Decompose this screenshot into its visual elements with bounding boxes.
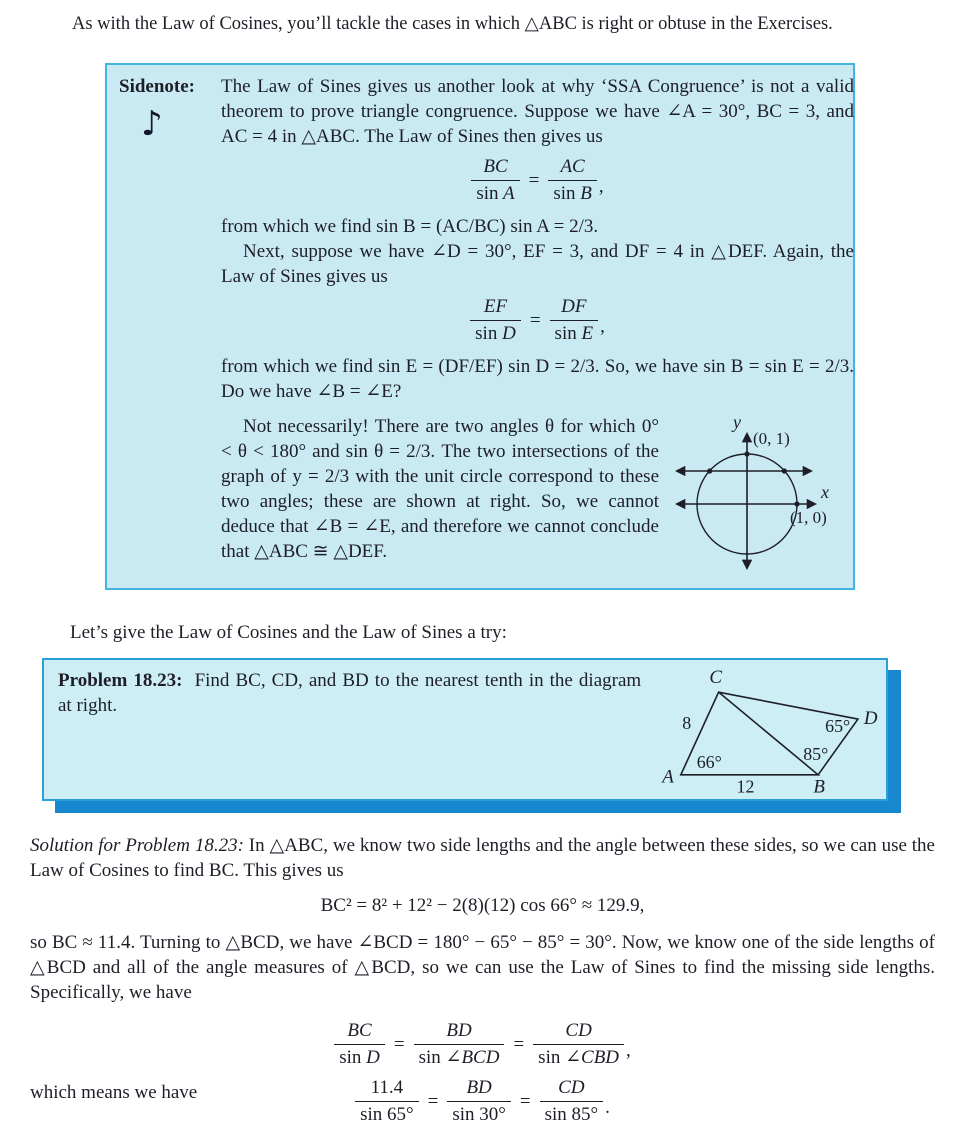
solution-paragraph-1 <box>30 833 935 883</box>
problem-statement <box>58 668 641 718</box>
sidenote-paragraph-4: from which we find sin E = (DF/EF) sin D = 2/3. So, we have sin B = sin E = 2/3. Do we have ∠B = ∠E? <box>221 356 854 402</box>
equals-sign: = <box>393 1034 405 1055</box>
equation-punctuation: . <box>605 1097 610 1118</box>
fraction-ac-sinb: $\frac{AC}{\text{sin B}}$ <box>548 157 597 204</box>
sidenote-paragraph-5: Not necessarily! There are two angles θ for which 0° < θ < 180° and sin θ = 2/3. The two intersections of the graph of y = 2/3 with the unit circle correspond to these two angles; these are shown at right. So, we cannot deduce that ∠B = ∠E, and therefore we cannot conclude that △ABC ≅ △DEF. <box>221 416 659 562</box>
problem-text-area <box>44 660 641 799</box>
sidenote-paragraph-2: from which we find sin B = (AC/BC) sin A = 2/3. <box>221 216 599 237</box>
side-ac-length-label: 8 <box>682 713 692 734</box>
sidenote-paragraph-1: The Law of Sines gives us another look at why ‘SSA Congruence’ is not a valid theorem to prove triangle congruence. Suppose we have ∠A = 30°, BC = 3, and AC = 4 in △ABC. The Law of Sines then gives us <box>221 76 854 147</box>
solution-lead: Solution for Problem 18.23: <box>30 835 244 856</box>
final-row <box>30 1078 935 1134</box>
solution-paragraph-1-text: In △ABC, we know two side lengths and the angle between these sides, so we can use the Law of Cosines to find BC. This gives us <box>30 835 935 881</box>
fraction-bd-sin30: $\frac{BD}{\sin 30^\circ}$ <box>447 1078 511 1125</box>
problem-label: Problem 18.23: <box>58 670 183 691</box>
equals-sign: = <box>528 170 540 191</box>
angle-d-label: 65° <box>825 715 851 736</box>
x-axis-label: x <box>821 482 829 502</box>
sidenote-label: Sidenote: <box>119 76 195 97</box>
equation-law-of-sines-abc <box>221 157 854 204</box>
point-1-0-dot <box>794 501 799 506</box>
problem-text: Find BC, CD, and BD to the nearest tenth in the diagram at right. <box>58 670 642 716</box>
angle-dbc-label: 85° <box>803 743 829 764</box>
y-axis-label: y <box>733 412 741 432</box>
sidenote-text-and-diagram-row <box>221 414 854 578</box>
fraction-bd-sinbcd: $\frac{BD}{\text{sin ∠BCD}}$ <box>414 1021 505 1068</box>
solution-paragraph-2: so BC ≈ 11.4. Turning to △BCD, we have ∠BCD = 180° − 65° − 85° = 30°. Now, we know one of the side lengths of △BCD and all of the angle measures of △BCD, so we can use the Law of Sines to find the missing side lengths. Specifically, we have <box>30 932 935 1003</box>
sidenote-paragraph-3: Next, suppose we have ∠D = 30°, EF = 3, and DF = 4 in △DEF. Again, the Law of Sines gives us <box>221 241 854 287</box>
equation-law-of-sines-bcd <box>30 1021 935 1068</box>
right-intersection-dot <box>782 468 787 473</box>
equals-sign: = <box>513 1034 525 1055</box>
vertex-d-label: D <box>864 708 878 730</box>
equals-sign: = <box>427 1091 439 1112</box>
side-ab-length-label: 12 <box>736 776 755 797</box>
equation-law-of-sines-def <box>221 297 854 344</box>
solution-paragraph-3: which means we have <box>30 1082 198 1103</box>
fraction-bc-sina: $\frac{BC}{\text{sin A}}$ <box>471 157 519 204</box>
problem-box <box>42 658 888 801</box>
sidenote-content <box>221 74 854 578</box>
point-1-0-label: (1, 0) <box>790 508 827 527</box>
left-intersection-dot <box>707 468 712 473</box>
quadrilateral-abcd-diagram <box>641 665 884 798</box>
equation-law-of-cosines: BC² = 8² + 12² − 2(8)(12) cos 66° ≈ 129.9, <box>320 895 645 916</box>
equation-punctuation: , <box>626 1040 631 1061</box>
equation-punctuation: , <box>598 176 604 197</box>
fraction-ef-sind: $\frac{EF}{\text{sin D}}$ <box>470 297 521 344</box>
vertex-c-label: C <box>709 667 723 689</box>
intro-paragraph: As with the Law of Cosines, you’ll tackle the cases in which △ABC is right or obtuse in the Exercises. <box>72 14 833 34</box>
point-0-1-label: (0, 1) <box>753 429 790 448</box>
sidenote-label-column <box>119 74 221 578</box>
point-0-1-dot <box>744 451 749 456</box>
equals-sign: = <box>519 1091 531 1112</box>
angle-a-label: 66° <box>696 751 722 772</box>
equation-punctuation: , <box>600 316 605 337</box>
fraction-cd-sincbd: $\frac{CD}{\text{sin ∠CBD}}$ <box>533 1021 624 1068</box>
transition-paragraph: Let’s give the Law of Cosines and the Law of Sines a try: <box>70 622 507 643</box>
unit-circle-diagram <box>659 410 854 578</box>
fraction-114-sin65: $\frac{11.4}{\sin 65^\circ}$ <box>355 1078 419 1125</box>
fraction-bc-sind: $\frac{BC}{\text{sin D}}$ <box>334 1021 385 1068</box>
equals-sign: = <box>529 310 541 331</box>
sidenote-box <box>105 63 855 590</box>
vertex-a-label: A <box>662 766 675 788</box>
fraction-cd-sin85: $\frac{CD}{\sin 85^\circ}$ <box>540 1078 604 1125</box>
vertex-b-label: B <box>813 776 826 798</box>
fraction-df-sine: $\frac{DF}{\text{sin E}}$ <box>550 297 599 344</box>
eighth-note-icon: ♪ <box>141 104 163 144</box>
